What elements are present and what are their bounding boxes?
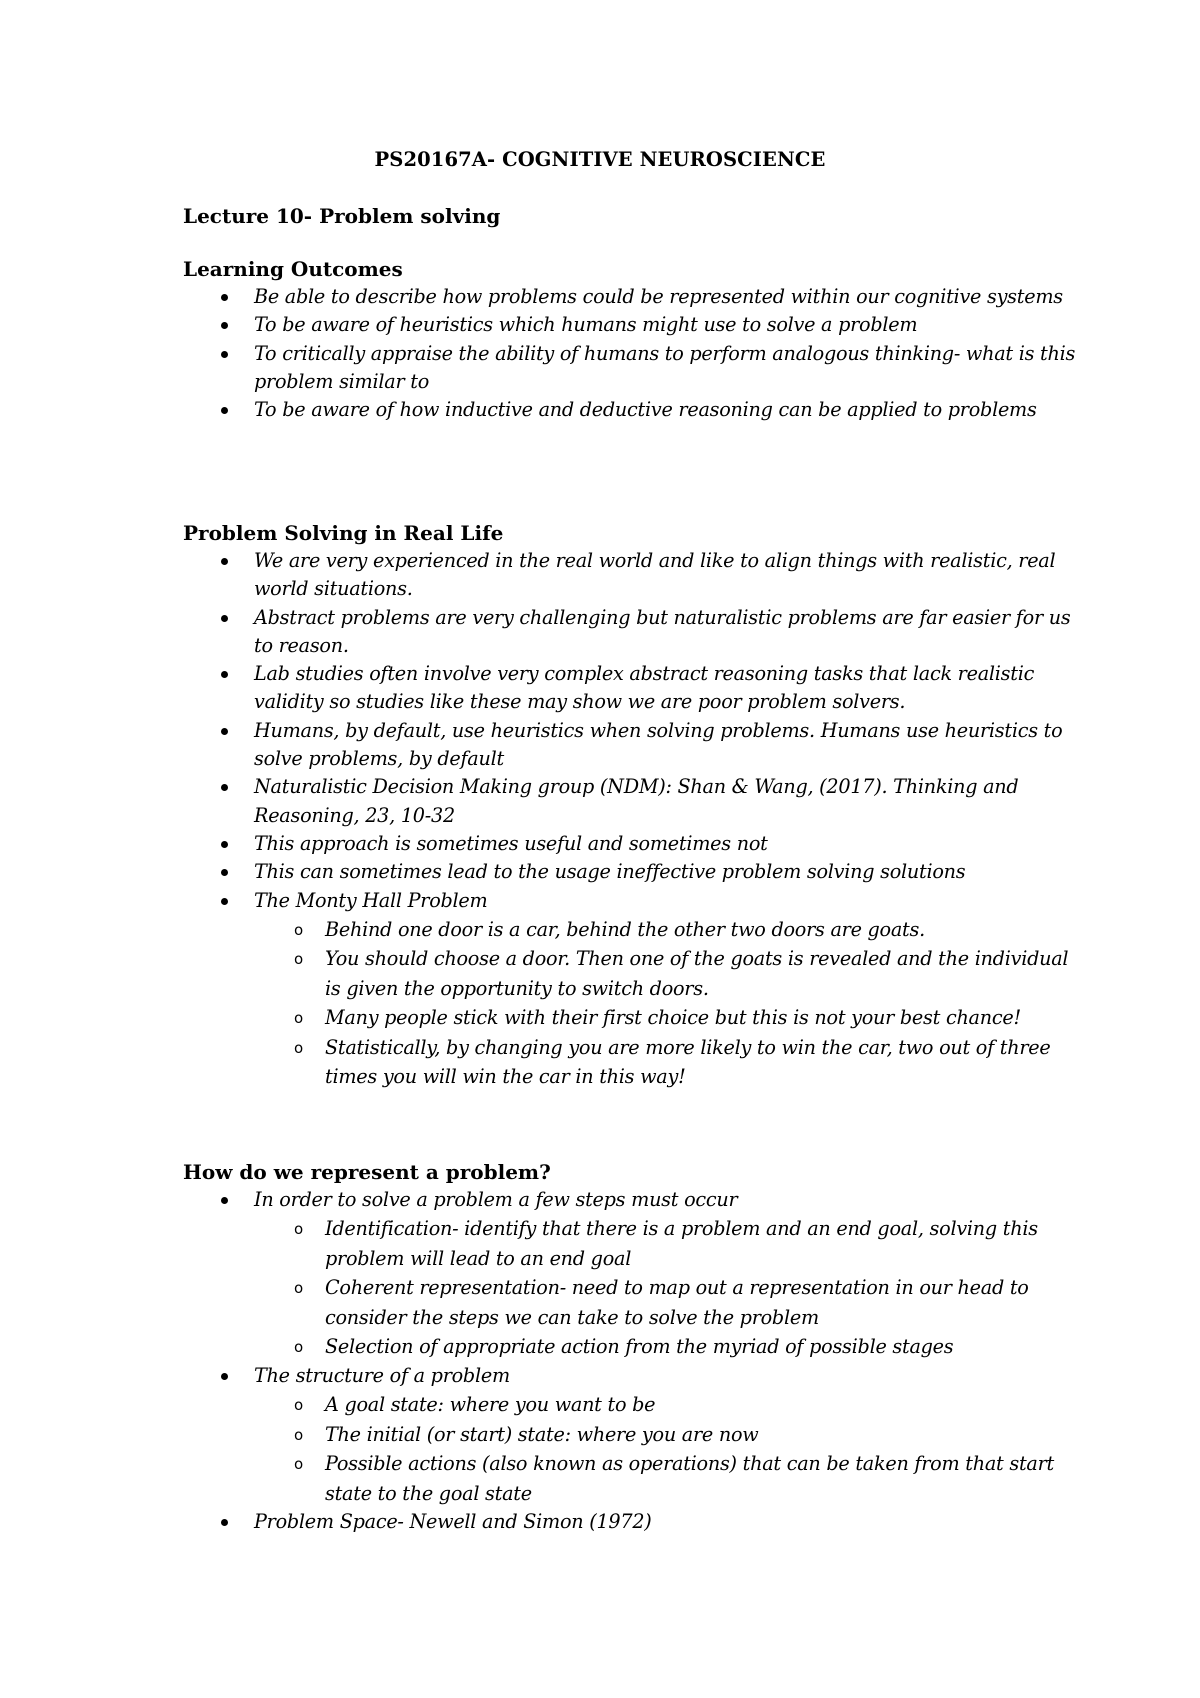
- list-item: This approach is sometimes useful and sometimes not: [183, 830, 1083, 858]
- bullet-icon: [221, 784, 228, 791]
- bullet-icon: [221, 898, 228, 905]
- sub-bullet-icon: o: [294, 1425, 303, 1444]
- list-item: To be aware of heuristics which humans might use to solve a problem: [183, 311, 1083, 339]
- structure-sublist: [254, 1390, 1083, 1508]
- real-life-heading: Problem Solving in Real Life: [183, 521, 504, 545]
- sub-bullet-icon: o: [294, 950, 303, 969]
- sub-list-item: o Behind one door is a car, behind the other two doors are goats.: [294, 917, 925, 941]
- sub-list-item: o The initial (or start) state: where you are now: [294, 1422, 759, 1446]
- learning-outcomes-list: [183, 283, 1083, 424]
- bullet-icon: [221, 351, 228, 358]
- bullet-icon: [221, 841, 228, 848]
- document-title: PS20167A- COGNITIVE NEUROSCIENCE: [374, 148, 826, 171]
- bullet-icon: [221, 558, 228, 565]
- bullet-icon: [221, 407, 228, 414]
- sub-list-item: o Identification- identify that there is a problem and an end goal, solving this problem will lead to an end goal: [294, 1217, 1038, 1270]
- bullet-icon: [221, 294, 228, 301]
- list-item: Lab studies often involve very complex abstract reasoning tasks that lack realistic validity so studies like these may show we are poor problem solvers.: [183, 660, 1083, 717]
- list-item: The structure of a problem o A goal state: where you want to be o The initial (or start) state: where you are now o Possible actions (also known as operations) that can be taken from that start state to the goal state: [183, 1362, 1083, 1508]
- sub-bullet-icon: o: [294, 1009, 303, 1028]
- sub-list-item: o Statistically, by changing you are more likely to win the car, two out of three times you will win the car in this way!: [294, 1035, 1051, 1089]
- sub-bullet-icon: o: [294, 920, 303, 939]
- sub-bullet-icon: o: [294, 1038, 303, 1057]
- bullet-icon: [221, 615, 228, 622]
- sub-list-item: o Coherent representation- need to map out a representation in our head to consider the steps we can take to solve the problem: [294, 1276, 1029, 1329]
- list-item: In order to solve a problem a few steps must occur o Identification- identify that there is a problem and an end goal, solving this problem will lead to an end goal o Coherent representation- need to map out a representation in our head to consider the steps we can take to solve the problem o Selection of appropriate action from the myriad of possible stages: [183, 1186, 1083, 1362]
- real-life-section: [183, 519, 1083, 1092]
- sub-list-item: o Selection of appropriate action from the myriad of possible stages: [294, 1335, 954, 1359]
- represent-heading: How do we represent a problem?: [183, 1160, 551, 1184]
- list-item: Abstract problems are very challenging but naturalistic problems are far easier for us to reason.: [183, 604, 1083, 661]
- list-item: Be able to describe how problems could be represented within our cognitive systems: [183, 283, 1083, 311]
- bullet-icon: [221, 728, 228, 735]
- bullet-icon: [221, 869, 228, 876]
- list-item: To be aware of how inductive and deductive reasoning can be applied to problems: [183, 396, 1083, 424]
- sub-bullet-icon: o: [294, 1279, 303, 1298]
- list-item: Humans, by default, use heuristics when solving problems. Humans use heuristics to solve problems, by default: [183, 717, 1083, 774]
- list-item: Naturalistic Decision Making group (NDM): Shan & Wang, (2017). Thinking and Reasoning, 23, 10-32: [183, 773, 1083, 830]
- real-life-list: [183, 547, 1083, 1092]
- monty-hall-sublist: [254, 915, 1083, 1092]
- sub-bullet-icon: o: [294, 1338, 303, 1357]
- bullet-icon: [221, 1197, 228, 1204]
- sub-bullet-icon: o: [294, 1220, 303, 1239]
- steps-sublist: [254, 1214, 1083, 1362]
- sub-bullet-icon: o: [294, 1455, 303, 1474]
- bullet-icon: [221, 1519, 228, 1526]
- list-item: To critically appraise the ability of humans to perform analogous thinking- what is this problem similar to: [183, 340, 1083, 397]
- sub-list-item: o A goal state: where you want to be: [294, 1393, 656, 1417]
- list-item: This can sometimes lead to the usage ineffective problem solving solutions: [183, 858, 1083, 886]
- bullet-icon: [221, 322, 228, 329]
- lecture-heading: Lecture 10- Problem solving: [183, 204, 501, 228]
- learning-outcomes-heading: Learning Outcomes: [183, 257, 403, 281]
- represent-section: [183, 1158, 1083, 1536]
- list-item: We are very experienced in the real world and like to align things with realistic, real world situations.: [183, 547, 1083, 604]
- sub-list-item: o Many people stick with their first choice but this is not your best chance!: [294, 1006, 1021, 1030]
- list-item: Problem Space- Newell and Simon (1972): [183, 1508, 1083, 1536]
- sub-list-item: o Possible actions (also known as operations) that can be taken from that start state to the goal state: [294, 1452, 1054, 1505]
- bullet-icon: [221, 671, 228, 678]
- sub-bullet-icon: o: [294, 1396, 303, 1415]
- list-item: The Monty Hall Problem o Behind one door is a car, behind the other two doors are goats. o You should choose a door. Then one of the goats is revealed and the individual is given the opportunity to switch doors. o Many people stick with their first choice but this is not your best chance! o Statistically, by changing you are more likely to win the car, two out of three times you will win the car in this way!: [183, 887, 1083, 1092]
- learning-outcomes-section: [183, 255, 1083, 424]
- bullet-icon: [221, 1373, 228, 1380]
- represent-list: [183, 1186, 1083, 1536]
- sub-list-item: o You should choose a door. Then one of the goats is revealed and the individual is given the opportunity to switch doors.: [294, 947, 1069, 1000]
